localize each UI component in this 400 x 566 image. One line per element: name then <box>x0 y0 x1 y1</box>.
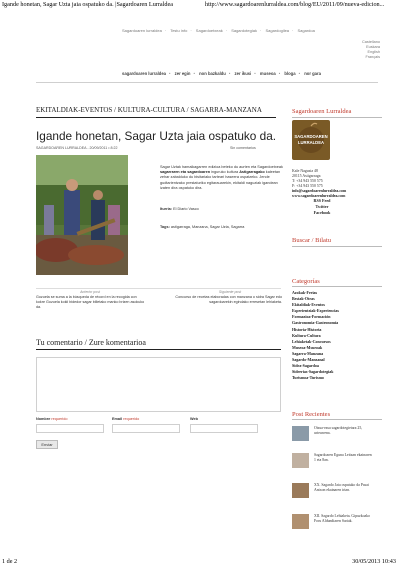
post-body-text: kaleetan zehar zabalduko du bisitariako tarteari haseera ospatzeko. Jende gudtarientzako prestaturiko egitarauarekin, ekitaldi naguziak igandean izaten dira ospatuko dira. <box>160 170 281 190</box>
required-mark: requerido <box>123 417 140 421</box>
top-nav-item[interactable]: Sagardotegiak <box>231 28 257 33</box>
post-body-text: inguruko kultura <box>211 170 239 175</box>
phone-line: T: +34 943 550 575 <box>292 179 323 184</box>
rss-link[interactable]: RSS Feed <box>313 198 331 203</box>
category-link[interactable]: Historia-Historia <box>292 326 322 332</box>
print-header-title: Igande honetan, Sagar Uzta jaia ospatuko da. |Sagardoaren Lurraldea <box>2 1 173 8</box>
fax-line: F: +34 943 550 575 <box>292 184 323 189</box>
main-nav-item[interactable]: zer egin <box>174 71 191 76</box>
header-divider <box>36 82 378 83</box>
contact-info <box>292 169 382 200</box>
post-body-bold: Astigarragako <box>239 170 265 175</box>
search-divider <box>292 246 382 247</box>
categories-divider <box>292 286 382 287</box>
twitter-link[interactable]: Twitter <box>315 204 329 209</box>
recent-post-title[interactable]: Otsua-easa sagardotegietara 25, urteurrena. <box>314 426 363 435</box>
print-timestamp: 30/05/2013 10:43 <box>352 558 396 565</box>
post-body-bold: sagarraren eta sagardoaren <box>160 170 211 175</box>
prev-post-label: Anterior post <box>80 290 100 294</box>
name-label <box>36 417 67 421</box>
lang-link[interactable]: English <box>367 50 380 54</box>
print-header-url: http://www.sagardoarenlurraldea.com/blog/EU/2011/09/nueva-edicion... <box>205 1 385 8</box>
category-link[interactable]: Lehiaketak-Concursos <box>292 338 331 344</box>
send-button[interactable]: Enviar <box>36 440 58 449</box>
category-link[interactable]: Esperientziak-Experiencias <box>292 308 339 314</box>
recent-post-thumb <box>292 426 309 441</box>
comment-title: Tu comentario / Zure komentarioa <box>36 338 146 347</box>
category-link[interactable]: Sidrerías-Sagardotegiak <box>292 369 334 375</box>
email-field[interactable] <box>112 424 180 433</box>
main-nav-item[interactable]: zer ikusi <box>234 71 252 76</box>
facebook-link[interactable]: Facebook <box>313 210 331 215</box>
print-footer <box>0 557 400 566</box>
language-selector <box>340 40 380 60</box>
search-title[interactable]: Buscar / Bilatu <box>292 237 331 244</box>
comments-link[interactable]: Sin comentarios <box>230 146 256 150</box>
category-link[interactable]: Museoa-Museoak <box>292 344 323 350</box>
recent-post-item[interactable] <box>292 483 382 503</box>
email-label-text: Email <box>112 417 123 421</box>
print-header <box>0 0 400 9</box>
recent-post-item[interactable] <box>292 426 382 446</box>
category-link[interactable]: Azokak-Ferias <box>292 290 318 295</box>
lang-link[interactable]: Castellano <box>362 40 380 44</box>
categories-list <box>292 290 382 381</box>
web-field[interactable] <box>190 424 258 433</box>
recent-post-title[interactable]: Sagardoaren Eguna Leitzan ekainaren 1 eta 8an. <box>314 453 372 462</box>
main-nav-item[interactable]: nor gara <box>304 71 321 76</box>
category-link[interactable]: Sagardo-Manzanal <box>292 357 325 363</box>
apple-harvest-photo <box>36 155 128 275</box>
logo-text: SAGARDOAREN <box>294 134 328 139</box>
sidebar-title: Sagardoaren Lurraldea <box>292 108 352 115</box>
tags-links[interactable]: astigarraga, Manzana, Sagar Uzta, Sagarra <box>170 225 245 229</box>
post-title: Igande honetan, Sagar Uzta jaia ospatuko da. <box>36 129 277 143</box>
main-nav-item[interactable]: sagardoaren lurraldea <box>122 71 166 76</box>
category-link[interactable]: Bestak-Otras <box>292 296 315 302</box>
categories-title: Categorías <box>292 278 320 285</box>
prev-post-link[interactable]: Gozuela se suma a la búsqueda de récord en la recogida con kokre Gozuela kokii bidedor sagar billetako manko brizen asokuko da. <box>36 295 145 309</box>
email-label <box>112 417 139 421</box>
recent-post-title[interactable]: XX. Sagardo Jaia ospatuko da Pasai Antxon ekainaren irian. <box>314 483 369 492</box>
recent-post-item[interactable] <box>292 514 382 534</box>
top-nav: Sagardoaren lurraldea · Testu info · Sagardoetxeak · Sagardotegiak · Sagardogilea · Sagardoa <box>122 28 315 33</box>
brand-logo <box>292 120 330 160</box>
source-value: El Diario Vasco <box>173 207 199 211</box>
category-link[interactable]: Sidra-Sagardoa <box>292 363 319 369</box>
post-body <box>160 165 285 191</box>
recent-divider <box>292 419 382 420</box>
recent-post-thumb <box>292 514 309 529</box>
top-nav-item[interactable]: Sagardogilea <box>265 28 290 33</box>
sidebar-divider <box>292 117 382 118</box>
page-number: 1 de 2 <box>2 558 18 565</box>
web-label <box>190 417 198 421</box>
comment-divider <box>36 349 281 350</box>
main-nav: sagardoaren lurraldea • zer egin • non bazkaldu • zer ikusi • museoa • bloga • nor gara <box>122 71 321 76</box>
source-label: Iturria: <box>160 207 173 211</box>
top-nav-item[interactable]: Testu info <box>170 28 188 33</box>
breadcrumb[interactable]: EKITALDIAK-EVENTOS / KULTURA-CULTURA / SAGARRA-MANZANA <box>36 106 262 114</box>
web-label-text: Web <box>190 417 198 421</box>
category-link[interactable]: Turismoa-Turismo <box>292 375 324 381</box>
main-nav-item[interactable]: museoa <box>259 71 276 76</box>
recent-post-item[interactable] <box>292 453 382 473</box>
tags-label: Tags: <box>160 225 170 229</box>
breadcrumb-divider <box>36 117 276 118</box>
required-mark: requerido <box>51 417 68 421</box>
top-nav-item[interactable]: Sagardoa <box>297 28 315 33</box>
post-meta: SAGARDOAREN LURRALDEA - 20/09/2011 • 8:22 <box>36 146 118 150</box>
name-label-text: Nombre <box>36 417 51 421</box>
website-link[interactable]: www.sagardoarenlurraldea.com <box>292 194 346 199</box>
post-body-text: Sagar Uztak hamaikagarren edizioa beteko du aurten eta Sagardoetxeak <box>160 165 283 169</box>
category-link[interactable]: Sagarra-Manzana <box>292 350 324 356</box>
next-post-label: Siguiente post <box>218 290 242 294</box>
post-source <box>160 207 199 211</box>
address-line: 20115 Astigarraga <box>292 174 321 179</box>
post-tags <box>160 225 244 229</box>
comment-textarea[interactable] <box>36 357 281 412</box>
post-image <box>36 155 128 275</box>
social-links <box>292 198 352 216</box>
recent-post-thumb <box>292 483 309 498</box>
recent-posts-title: Post Recientes <box>292 411 331 418</box>
top-nav-item[interactable]: Sagardoaren lurraldea <box>122 28 162 33</box>
recent-post-title[interactable]: XII. Sagardo Lehiaketa. Gipuzkoako Foru Aldundiaren Sariak. <box>314 514 370 523</box>
name-field[interactable] <box>36 424 104 433</box>
email-link[interactable]: info@sagardoarenlurraldea.com <box>292 189 347 194</box>
category-link[interactable]: Ekitaldiak-Eventos <box>292 302 325 308</box>
lang-link[interactable]: Euskara <box>366 45 380 49</box>
lang-link[interactable]: Français <box>365 55 380 59</box>
category-link[interactable]: Kultura-Cultura <box>292 332 321 338</box>
logo-text: LURRALDEA <box>297 140 325 145</box>
main-nav-item[interactable]: non bazkaldu <box>199 71 226 76</box>
recent-post-thumb <box>292 453 309 468</box>
category-link[interactable]: Gastronomia-Gastronomía <box>292 320 339 326</box>
next-post-link[interactable]: Concurso de recetas elaboradas con manzana o sidra Sagar edo sagardoarekin egindako erresetan lehiaketa. <box>175 295 282 304</box>
main-nav-item[interactable]: bloga <box>284 71 296 76</box>
top-nav-item[interactable]: Sagardoetxeak <box>195 28 223 33</box>
post-nav-divider <box>36 288 281 289</box>
address-line: Kale Nagusia 48 <box>292 169 318 173</box>
category-link[interactable]: Formazioa-Formación <box>292 314 331 320</box>
